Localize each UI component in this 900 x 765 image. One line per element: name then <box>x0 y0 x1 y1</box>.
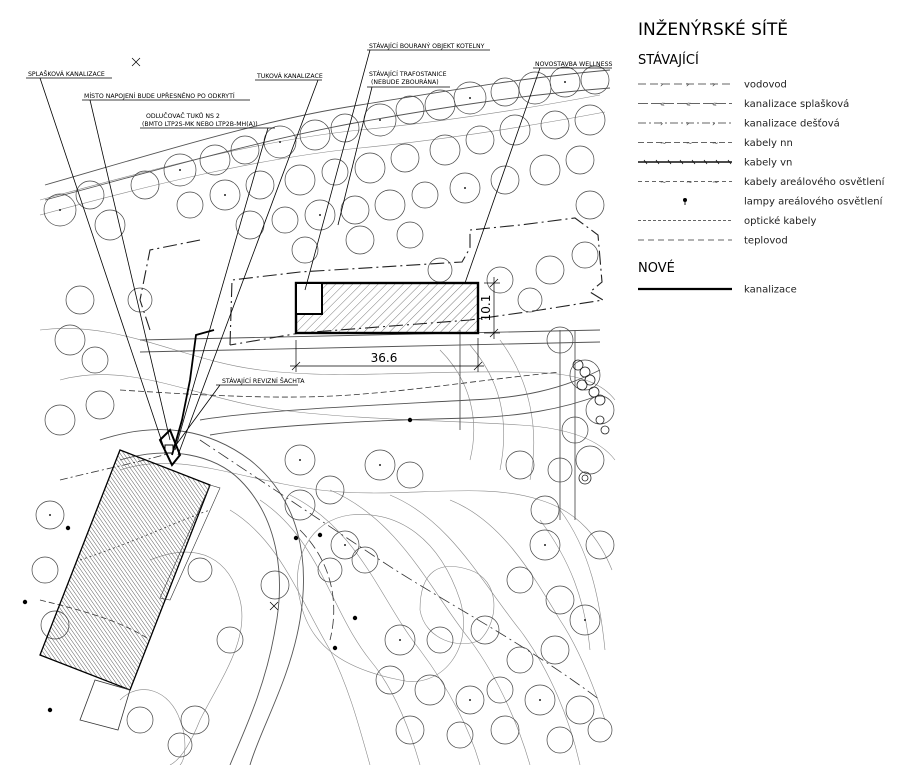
legend-item-label: kabely vn <box>744 157 793 169</box>
legend-item-lamp <box>683 196 884 208</box>
label-odlucovac: ODLUČOVAČ TUKŮ NS 2 <box>146 113 220 120</box>
legend-line-sample <box>638 160 732 164</box>
legend-line-sample <box>638 100 732 109</box>
legend-item-nn <box>638 138 793 149</box>
new-wellness-building <box>296 283 478 333</box>
svg-text:›: › <box>712 119 716 128</box>
dimension-width: 10.1 <box>479 294 493 322</box>
legend-item-label: teplovod <box>744 235 788 247</box>
legend-item-label: optické kabely <box>744 216 817 227</box>
legend-line-sample <box>638 119 732 128</box>
legend-item-heat <box>638 236 788 247</box>
legend-item-label: lampy areálového osvětlení <box>744 196 883 208</box>
legend-item-lighting <box>638 176 886 188</box>
svg-text:›: › <box>686 80 690 89</box>
svg-text:~: ~ <box>660 177 667 187</box>
shrubs <box>573 360 609 484</box>
legend-item-label: kanalizace dešťová <box>744 118 840 130</box>
svg-text:«: « <box>686 99 691 109</box>
legend-item-label: kabely areálového osvětlení <box>744 177 885 188</box>
new-sewer-line <box>172 330 214 455</box>
legend-item-label: kanalizace splašková <box>744 99 850 110</box>
svg-text:~: ~ <box>712 138 719 148</box>
legend-line-sample <box>683 198 687 205</box>
legend-item-new <box>638 285 797 296</box>
legend-existing-heading: STÁVAJÍCÍ <box>638 53 699 68</box>
label-nebude-zbourana: (NEBUDE ZBOURÁNA) <box>371 79 439 86</box>
legend-item-label: kanalizace <box>744 284 797 296</box>
label-trafostanice: STÁVAJÍCÍ TRAFOSTANICE <box>369 71 447 78</box>
svg-text:~: ~ <box>686 138 693 148</box>
legend-line-sample <box>638 178 732 187</box>
legend-item-storm <box>638 118 840 130</box>
existing-building <box>40 450 220 730</box>
legend-item-vn <box>638 158 792 169</box>
legend-item-label: vodovod <box>744 79 787 91</box>
label-bourany-objekt: STÁVAJÍCÍ BOURANÝ OBJEKT KOTELNY <box>369 43 485 50</box>
svg-text:›: › <box>660 80 664 89</box>
svg-text:~: ~ <box>686 177 693 187</box>
legend-new-heading: NOVÉ <box>638 261 675 276</box>
dimension-length: 36.6 <box>370 351 398 365</box>
label-splaskova-kanalizace: SPLAŠKOVÁ KANALIZACE <box>28 71 105 78</box>
legend-existing-list <box>638 80 886 247</box>
legend-line-sample <box>638 80 732 89</box>
legend-new-list <box>638 285 797 296</box>
svg-text:›: › <box>686 119 690 128</box>
svg-text:~: ~ <box>712 177 719 187</box>
label-odlucovac-typ: (BMTO LTP2S-MK NEBO LTP2B-MH(A)) <box>142 121 258 128</box>
legend-item-water <box>638 80 787 91</box>
legend-title: INŽENÝRSKÉ SÍTĚ <box>638 20 789 40</box>
legend-item-label: kabely nn <box>744 138 793 149</box>
svg-text:«: « <box>660 99 665 109</box>
svg-text:~: ~ <box>660 138 667 148</box>
label-misto-napojeni: MÍSTO NAPOJENÍ BUDE UPŘESNĚNO PO ODKRYTÍ <box>84 93 235 100</box>
legend-line-sample <box>638 139 732 148</box>
svg-text:›: › <box>660 119 664 128</box>
legend <box>620 0 900 765</box>
svg-text:«: « <box>712 99 717 109</box>
legend-item-optic <box>638 215 816 227</box>
legend-item-sewer <box>638 98 849 110</box>
label-revizni-sachta: STÁVAJÍCÍ REVIZNÍ ŠACHTA <box>222 378 305 385</box>
svg-text:›: › <box>712 80 716 89</box>
label-tukova-kanalizace: TUKOVÁ KANALIZACE <box>257 73 323 80</box>
label-novostavba-wellness: NOVOSTAVBA WELLNESS <box>535 61 613 68</box>
